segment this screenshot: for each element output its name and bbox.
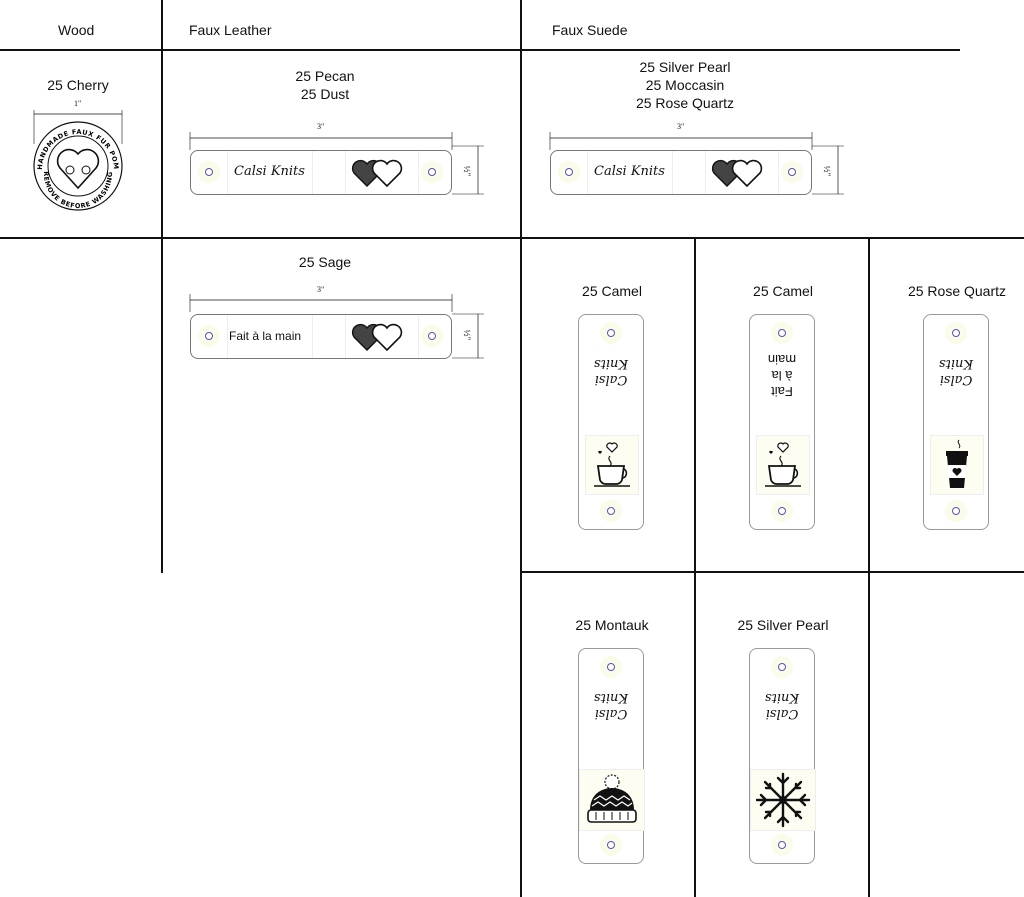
suede-top-tag xyxy=(550,150,812,195)
header-wood: Wood xyxy=(58,22,95,38)
vtag-2 xyxy=(749,314,815,530)
leather-sage-height-dimension: ½" xyxy=(462,329,473,341)
wood-label: 25 Cherry xyxy=(47,77,109,93)
column-divider-a xyxy=(694,238,696,897)
vtag-2-label: 25 Camel xyxy=(753,283,813,299)
vtag-4-text xyxy=(579,689,643,721)
tag-hole-bottom xyxy=(945,500,967,522)
leather-top-label-2: 25 Dust xyxy=(300,86,350,102)
vtag-4-label: 25 Montauk xyxy=(575,617,649,633)
leather-sage-width-dimension: 3" xyxy=(317,285,325,294)
vtag-text-line: Calsi xyxy=(594,372,628,387)
leather-sage-label: 25 Sage xyxy=(298,254,352,270)
vtag-5-label: 25 Silver Pearl xyxy=(737,617,829,633)
tag-hole-bottom xyxy=(600,500,622,522)
vtag-icon-panel xyxy=(756,435,810,495)
vtag-text-line: Knits xyxy=(593,356,629,371)
tag-hole-top xyxy=(771,656,793,678)
suede-top-label-1: 25 Silver Pearl xyxy=(639,59,731,75)
leather-sage-tag xyxy=(190,314,452,359)
suede-top-labels xyxy=(610,58,760,112)
double-heart-icon xyxy=(351,158,407,188)
vtag-5 xyxy=(749,648,815,864)
leather-top-label-1: 25 Pecan xyxy=(295,68,355,84)
vtag-text-line: Calsi xyxy=(939,372,973,387)
takeaway-coffee-icon xyxy=(931,436,983,494)
vtag-text-line: Calsi xyxy=(765,706,799,721)
tag-hole-left xyxy=(558,161,580,183)
coffee-cup-heart-icon xyxy=(586,436,638,494)
svg-text:HANDMADE FAUX FUR POM xyxy=(36,128,120,170)
vtag-icon-panel xyxy=(585,435,639,495)
tag-hole-top xyxy=(945,322,967,344)
vtag-5-text xyxy=(750,689,814,721)
tag-hole-right xyxy=(421,161,443,183)
vtag-text-line: Calsi xyxy=(594,706,628,721)
vtag-1-label: 25 Camel xyxy=(582,283,642,299)
tag-hole-left xyxy=(198,325,220,347)
svg-text:REMOVE BEFORE WASHING xyxy=(42,171,114,210)
leather-top-labels xyxy=(250,67,400,103)
row-divider-2 xyxy=(521,571,1024,573)
beanie-hat-icon xyxy=(580,770,644,830)
vtag-2-text xyxy=(750,351,814,399)
vtag-4 xyxy=(578,648,644,864)
coffee-cup-heart-icon xyxy=(757,436,809,494)
column-divider-suede xyxy=(520,0,522,897)
tag-hole-right xyxy=(781,161,803,183)
vtag-text-line: Fait xyxy=(771,384,793,399)
tag-hole-bottom xyxy=(600,834,622,856)
vtag-3-text xyxy=(924,355,988,387)
leather-top-tag xyxy=(190,150,452,195)
vtag-icon-panel xyxy=(750,769,816,831)
suede-top-width-dimension: 3" xyxy=(677,122,685,131)
vtag-text-line: main xyxy=(767,352,797,367)
tag-hole-bottom xyxy=(771,834,793,856)
suede-top-label-3: 25 Rose Quartz xyxy=(635,95,735,111)
suede-top-height-dimension: ½" xyxy=(822,165,833,177)
leather-top-height-dimension: ½" xyxy=(462,165,473,177)
row-divider-1 xyxy=(0,237,1024,239)
tag-hole-bottom xyxy=(771,500,793,522)
header-faux-suede: Faux Suede xyxy=(552,22,628,38)
double-heart-icon xyxy=(711,158,767,188)
vtag-text-line: Knits xyxy=(593,690,629,705)
suede-top-label-2: 25 Moccasin xyxy=(645,77,725,93)
column-divider-wood xyxy=(161,0,163,573)
wood-ring-text-top: HANDMADE FAUX FUR POM xyxy=(35,127,121,171)
leather-sage-tag-text: Fait à la main xyxy=(229,329,302,343)
snowflake-icon xyxy=(751,770,815,830)
vtag-1 xyxy=(578,314,644,530)
vtag-1-text xyxy=(579,355,643,387)
tag-hole-right xyxy=(421,325,443,347)
suede-top-tag-text: Calsi Knits xyxy=(594,164,665,179)
double-heart-icon xyxy=(351,322,407,352)
leather-top-width-dimension: 3" xyxy=(317,122,325,131)
column-divider-b xyxy=(868,238,870,897)
wood-ring-text xyxy=(28,104,128,216)
tag-hole-top xyxy=(600,656,622,678)
leather-top-tag-text: Calsi Knits xyxy=(234,164,305,179)
header-faux-leather: Faux Leather xyxy=(189,22,272,38)
tag-hole-top xyxy=(771,322,793,344)
vtag-3 xyxy=(923,314,989,530)
vtag-3-label: 25 Rose Quartz xyxy=(907,283,1007,299)
tag-hole-top xyxy=(600,322,622,344)
vtag-text-line: Knits xyxy=(764,690,800,705)
wood-ring-text-bottom: REMOVE BEFORE WASHING xyxy=(41,171,115,211)
vtag-text-line: à la xyxy=(771,368,793,383)
vtag-icon-panel xyxy=(579,769,645,831)
vtag-icon-panel xyxy=(930,435,984,495)
vtag-text-line: Knits xyxy=(938,356,974,371)
header-divider xyxy=(0,49,960,51)
tag-hole-left xyxy=(198,161,220,183)
wood-dimension: 1" xyxy=(74,99,82,108)
